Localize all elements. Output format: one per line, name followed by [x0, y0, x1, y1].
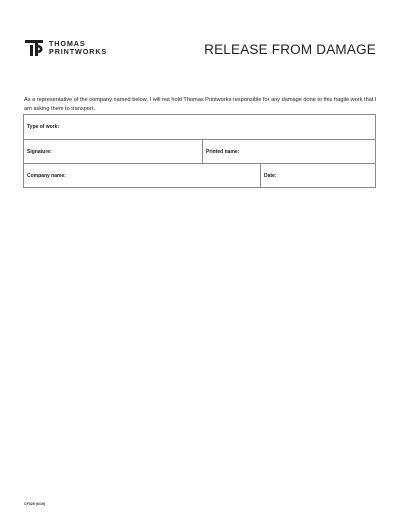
type-of-work-field[interactable]	[24, 115, 375, 139]
form-row-company	[24, 163, 375, 187]
logo-wordmark	[49, 40, 107, 56]
company-logo	[24, 38, 107, 58]
signature-field[interactable]	[24, 140, 202, 163]
release-form-table	[23, 114, 376, 188]
logo-line-thomas: THOMAS	[49, 39, 86, 48]
date-field[interactable]	[260, 164, 375, 187]
printed-name-field[interactable]	[202, 140, 375, 163]
document-title: RELEASE FROM DAMAGE	[204, 42, 376, 57]
date-label: Date:	[264, 173, 277, 179]
tp-monogram-icon	[24, 38, 44, 58]
company-name-field[interactable]	[24, 164, 260, 187]
type-of-work-label: Type of work:	[27, 124, 60, 130]
printed-name-label: Printed name:	[206, 149, 240, 155]
signature-label: Signature:	[27, 149, 52, 155]
company-name-label: Company name:	[27, 173, 66, 179]
form-row-signature	[24, 139, 375, 163]
form-code: CF025 (6/19)	[24, 502, 46, 506]
logo-line-printworks: PRINTWORKS	[49, 47, 108, 56]
release-statement: As a representative of the company named below, I will not hold Thomas Printworks responsible for any damage done to this fragile work that I am asking them to transport.	[24, 96, 377, 112]
form-row-type-of-work	[24, 115, 375, 139]
